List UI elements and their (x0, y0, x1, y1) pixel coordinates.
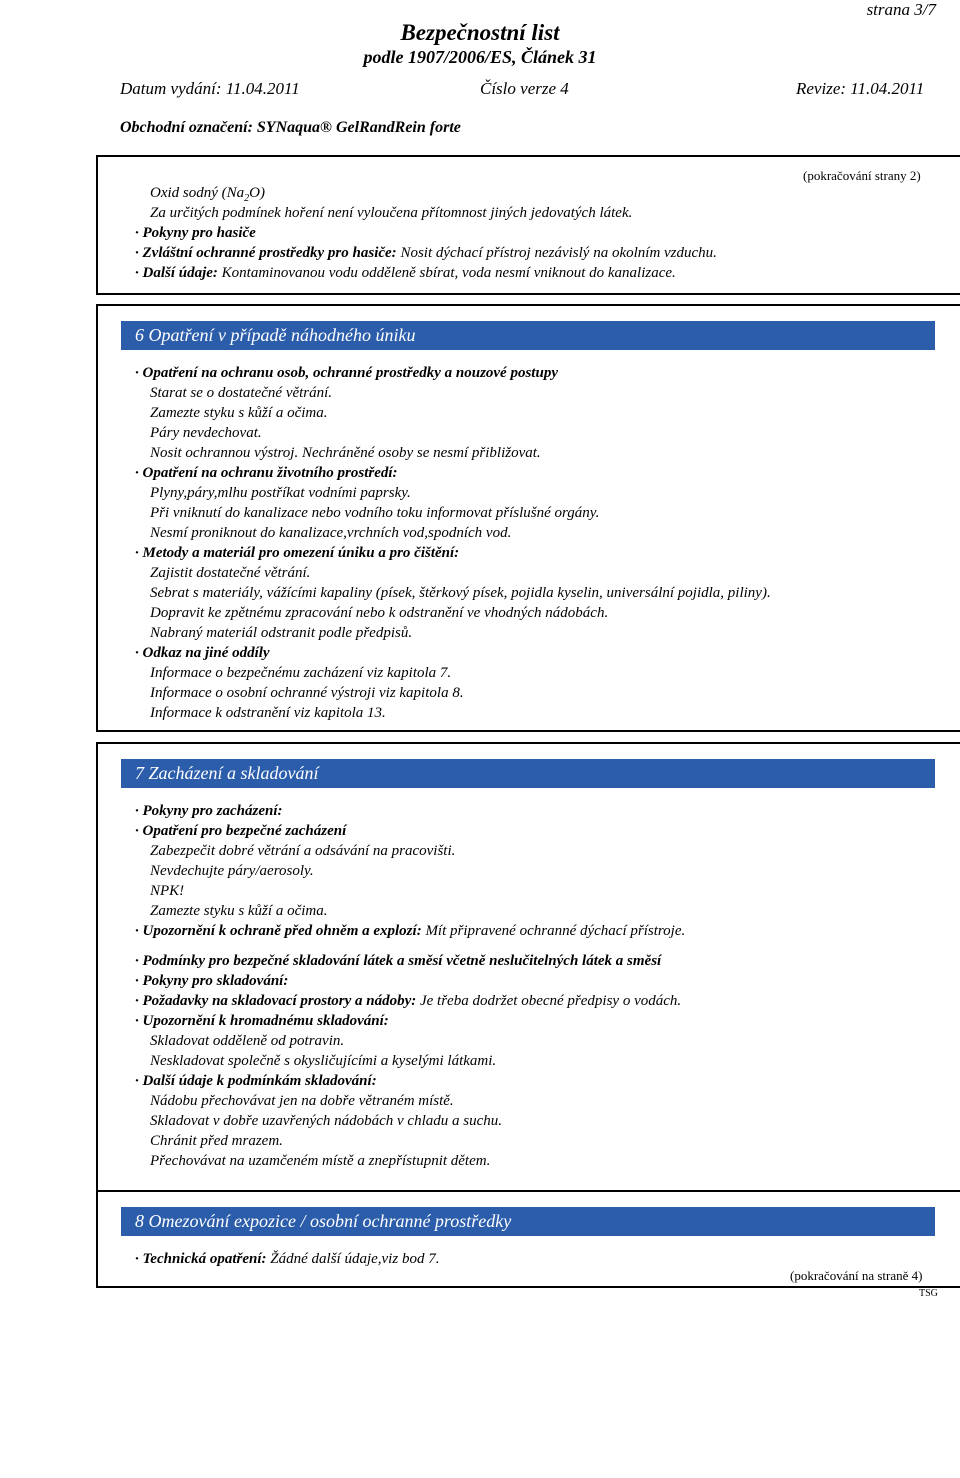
text-line: Skladovat v dobře uzavřených nádobách v chladu a suchu. (150, 1113, 502, 1129)
continuation-from: (pokračování strany 2) (803, 168, 921, 183)
text-line: Páry nevdechovat. (150, 425, 262, 441)
text-line: Sebrat s materiály, vážícími kapaliny (písek, štěrkový písek, pojidla kyselin, universální pojidla, piliny). (150, 585, 771, 601)
text-line: Starat se o dostatečné větrání. (150, 385, 333, 401)
text-line: Zajistit dostatečné větrání. (150, 565, 311, 581)
subheading: · Odkaz na jiné oddíly (135, 645, 270, 661)
text-line: Informace o bezpečnému zacházení viz kapitola 7. (150, 665, 452, 681)
text-line: Přechovávat na uzamčeném místě a znepřístupnit dětem. (150, 1153, 491, 1169)
revision-date: Revize: 11.04.2011 (796, 79, 925, 98)
section-8-heading: 8 Omezování expozice / osobní ochranné prostředky (121, 1207, 935, 1236)
document-title: Bezpečnostní list (400, 20, 560, 45)
subheading: · Další údaje k podmínkám skladování: (135, 1073, 377, 1089)
section-7-heading: 7 Zacházení a skladování (121, 759, 935, 788)
text-line: Zamezte styku s kůží a očima. (150, 405, 328, 421)
text-line: Nosit ochrannou výstroj. Nechráněné osoby se nesmí přibližovat. (150, 445, 541, 461)
subheading: · Opatření na ochranu životního prostředí: (135, 465, 398, 481)
trade-name: Obchodní označení: SYNaqua® GelRandRein forte (120, 119, 461, 136)
issue-date: Datum vydání: 11.04.2011 (120, 79, 300, 98)
subheading: · Pokyny pro skladování: (135, 973, 289, 989)
text-line: Plyny,páry,mlhu postříkat vodními paprsky. (150, 485, 411, 501)
document-subtitle: podle 1907/2006/ES, Článek 31 (363, 47, 597, 67)
text-line: NPK! (150, 883, 185, 899)
text-line: Nevdechujte páry/aerosoly. (150, 863, 314, 879)
text-line: Nesmí proniknout do kanalizace,vrchních vod,spodních vod. (150, 525, 512, 541)
version-number: Číslo verze 4 (480, 79, 569, 98)
text-line: Neskladovat společně s okysličujícími a kyselými látkami. (150, 1053, 497, 1069)
text-line: Oxid sodný $(Na_2O)$ (150, 185, 265, 204)
subheading: · Opatření pro bezpečné zacházení (135, 823, 347, 839)
text-line: Za určitých podmínek hoření není vyloučena přítomnost jiných jedovatých látek. (150, 205, 633, 221)
text-line: · Technická opatření: Žádné další údaje,viz bod 7. (135, 1251, 440, 1267)
text-line: Při vniknutí do kanalizace nebo vodního toku informovat příslušné orgány. (150, 505, 600, 521)
text-line: · Požadavky na skladovací prostory a nádoby: Je třeba dodržet obecné předpisy o vodách. (135, 993, 682, 1009)
text-line: Dopravit ke zpětnému zpracování nebo k odstranění ve vhodných nádobách. (150, 605, 609, 621)
subheading: · Podmínky pro bezpečné skladování látek a směsí včetně neslučitelných látek a směsí (135, 953, 662, 969)
text-line: Nabraný materiál odstranit podle předpisů. (150, 625, 413, 641)
text-line: Nádobu přechovávat jen na dobře větraném místě. (150, 1093, 454, 1109)
text-line: Informace k odstranění viz kapitola 13. (150, 705, 386, 721)
text-line: · Další údaje: Kontaminovanou vodu odděleně sbírat, voda nesmí vniknout do kanalizace. (135, 265, 676, 281)
section-6-heading: 6 Opatření v případě náhodného úniku (121, 321, 935, 350)
subheading: · Pokyny pro zacházení: (135, 803, 283, 819)
text-line: Zabezpečit dobré větrání a odsávání na pracovišti. (150, 843, 456, 859)
text-line: Zamezte styku s kůží a očima. (150, 903, 328, 919)
text-line: Informace o osobní ochranné výstroji viz kapitola 8. (150, 685, 464, 701)
text-line: Skladovat odděleně od potravin. (150, 1033, 345, 1049)
footer-mark: TSG (919, 1288, 938, 1299)
subheading: · Opatření na ochranu osob, ochranné prostředky a nouzové postupy (135, 365, 558, 381)
continuation-to: (pokračování na straně 4) (790, 1268, 923, 1283)
subheading: · Metody a materiál pro omezení úniku a pro čištění: (135, 545, 460, 561)
subheading: · Pokyny pro hasiče (135, 225, 256, 241)
subheading: · Upozornění k hromadnému skladování: (135, 1013, 389, 1029)
text-line: · Zvláštní ochranné prostředky pro hasiče: Nosit dýchací přístroj nezávislý na okolním vzduchu. (135, 245, 717, 261)
text-line: · Upozornění k ochraně před ohněm a explozí: Mít připravené ochranné dýchací přístroje. (135, 923, 686, 939)
bottom-rule (96, 1286, 960, 1288)
text-line: Chránit před mrazem. (150, 1133, 283, 1149)
page-number: strana 3/7 (866, 0, 936, 19)
